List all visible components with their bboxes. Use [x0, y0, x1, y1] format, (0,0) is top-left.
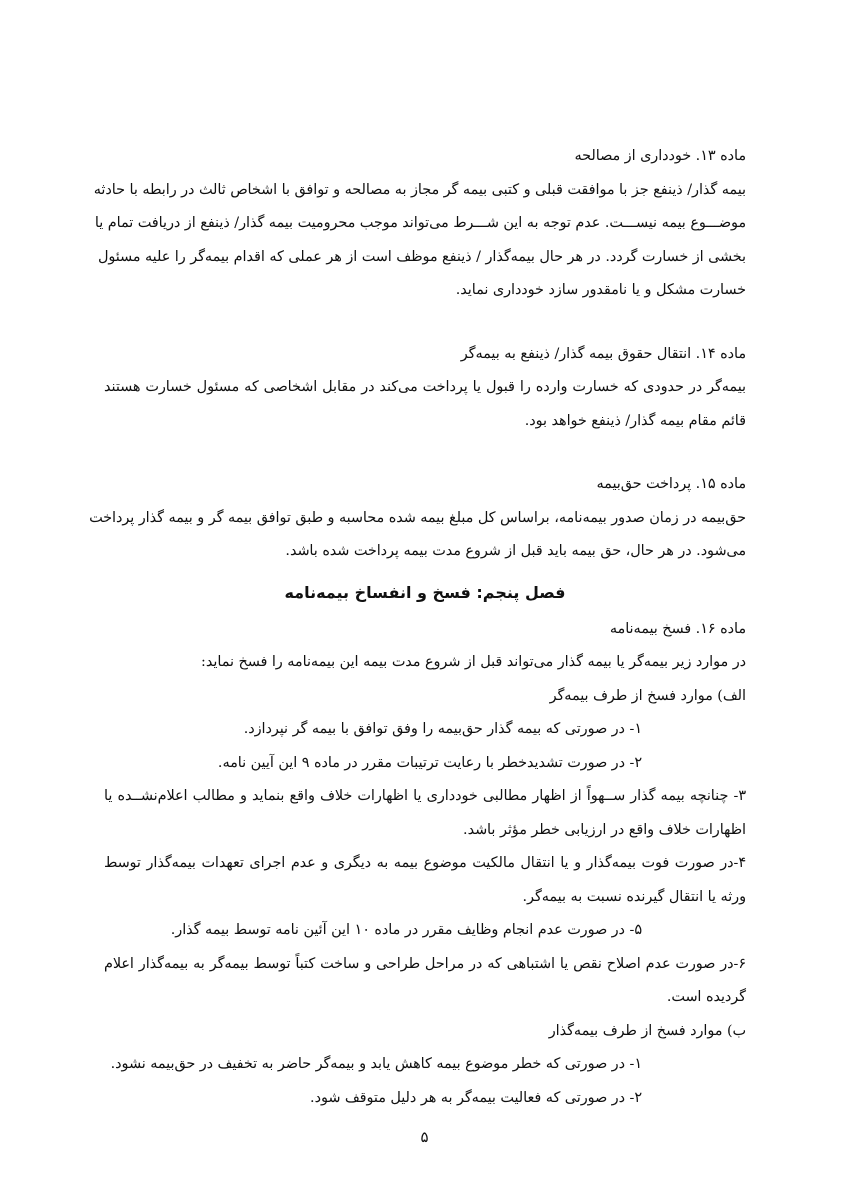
- page-number: ۵: [420, 1128, 429, 1146]
- insurer-case-3-cont: اظهارات خلاف واقع در ارزیابی خطر مؤثر باشد.: [463, 821, 746, 838]
- article-13-line-3: بخشی از خسارت گردد. در هر حال بیمه‌گذار / ذینفع موظف است از هر عملی که اقدام بیمه‌گر را علیه مسئول: [97, 248, 746, 265]
- article-15-line-2: می‌شود. در هر حال، حق بیمه باید قبل از شروع مدت بیمه پرداخت شده باشد.: [285, 543, 746, 559]
- article-14-line-1: بیمه‌گر در حدودی که خسارت وارده را قبول یا پرداخت می‌کند در مقابل اشخاصی که مسئول خسارت هستند: [104, 379, 746, 395]
- insurer-case-6: ۶-در صورت عدم اصلاح نقص یا اشتباهی که در مراحل طراحی و ساخت کتباً توسط بیمه‌گر به بیمه‌گذار اعلام: [104, 955, 746, 972]
- article-13-line-1: بیمه گذار/ ذینفع جز با موافقت قبلی و کتبی بیمه گر مجاز به مصالحه و توافق با اشخاص ثالث در رابطه با حادثه: [93, 181, 746, 198]
- article-13-line-4: خسارت مشکل و یا نامقدور سازد خودداری نماید.: [455, 282, 746, 298]
- article-15-line-1: حق‌بیمه در زمان صدور بیمه‌نامه، براساس کل مبلغ بیمه شده محاسبه و طبق توافق بیمه گر و بیمه گذار پرداخت: [89, 509, 746, 526]
- article-14-line-2: قائم مقام بیمه گذار/ ذینفع خواهد بود.: [524, 412, 746, 429]
- insurer-case-5: ۵- در صورت عدم انجام وظایف مقرر در ماده ۱۰ این آئین نامه توسط بیمه گذار.: [170, 922, 642, 938]
- insurer-case-4-cont: ورثه یا انتقال گیرنده نسبت به بیمه‌گر.: [522, 888, 746, 905]
- article-16-title: ماده ۱۶. فسخ بیمه‌نامه: [609, 620, 746, 637]
- article-13-line-2: موضـــوع بیمه نیســـت. عدم توجه به این شـــرط می‌تواند موجب محرومیت بیمه گذار/ ذینفع از دریافت تمام یا: [94, 215, 746, 231]
- article-15-title: ماده ۱۵. پرداخت حق‌بیمه: [596, 476, 746, 492]
- insurer-case-6-cont: گردیده است.: [666, 989, 746, 1005]
- article-13-title: ماده ۱۳. خودداری از مصالحه: [574, 148, 746, 164]
- insurer-case-1: ۱- در صورتی که بیمه گذار حق‌بیمه را وفق توافق با بیمه گر نپردازد.: [243, 721, 642, 737]
- insured-cases-title: ب) موارد فسخ از طرف بیمه‌گذار: [548, 1022, 746, 1039]
- insurer-case-3: ۳- چنانچه بیمه گذار ســهواً از اظهار مطالبی خودداری یا اظهارات خلاف واقع بنماید و مطالب اعلام‌نشــده یا: [104, 788, 746, 804]
- article-14-title: ماده ۱۴. انتقال حقوق بیمه گذار/ ذینفع به بیمه‌گر: [460, 345, 746, 362]
- insured-case-2: ۲- در صورتی که فعالیت بیمه‌گر به هر دلیل متوقف شود.: [310, 1089, 642, 1106]
- insured-case-1: ۱- در صورتی که خطر موضوع بیمه کاهش یابد و بیمه‌گر حاضر به تخفیف در حق‌بیمه نشود.: [110, 1056, 642, 1072]
- insurer-case-2: ۲- در صورت تشدیدخطر با رعایت ترتیبات مقرر در ماده ۹ این آیین نامه.: [217, 754, 642, 771]
- chapter-heading: فصل پنجم: فسخ و انفساخ بیمه‌نامه: [284, 582, 566, 602]
- insurer-case-4: ۴-در صورت فوت بیمه‌گذار و یا انتقال مالکیت موضوع بیمه به دیگری و عدم اجرای تعهدات بیمه‌گذار توسط: [104, 855, 746, 871]
- article-16-intro: در موارد زیر بیمه‌گر یا بیمه گذار می‌تواند قبل از شروع مدت بیمه این بیمه‌نامه را فسخ نماید:: [201, 654, 746, 670]
- insurer-cases-title: الف) موارد فسخ از طرف بیمه‌گر: [549, 687, 746, 704]
- document-page: [89, 140, 746, 1115]
